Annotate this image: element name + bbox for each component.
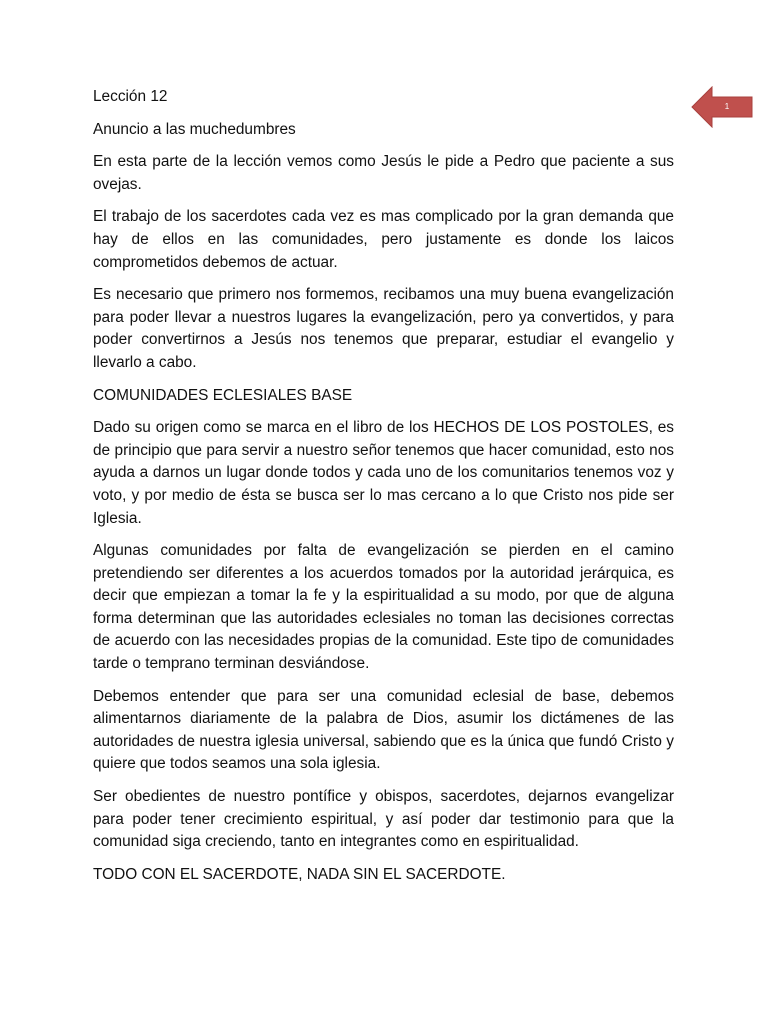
paragraph: Debemos entender que para ser una comunidad eclesial de base, debemos alimentarnos diariamente de la palabra de Dios, asumir los dictámenes de las autoridades de nuestra iglesia universal, sabiendo que es la única que fundó Cristo y quiere que todos seamos una sola iglesia. <box>93 687 674 773</box>
page-number-marker[interactable] <box>691 86 753 128</box>
closing-statement: TODO CON EL SACERDOTE, NADA SIN EL SACERDOTE. <box>93 865 506 883</box>
paragraph: Ser obedientes de nuestro pontífice y obispos, sacerdotes, dejarnos evangelizar para poder tener crecimiento espiritual, y así poder dar testimonio para que la comunidad siga creciendo, tanto en integrantes como en espiritualidad. <box>93 788 674 851</box>
page-number: 1 <box>724 102 730 111</box>
paragraph: Dado su origen como se marca en el libro de los HECHOS DE LOS POSTOLES, es de principio que para servir a nuestro señor tenemos que hacer comunidad, esto nos ayuda a darnos un lugar donde todos y cada uno de los comunitarios tenemos voz y voto, y por medio de ésta se busca ser lo mas cercano a lo que Cristo nos pide ser Iglesia. <box>93 419 674 527</box>
paragraph: El trabajo de los sacerdotes cada vez es mas complicado por la gran demanda que hay de ellos en las comunidades, pero justamente es donde los laicos comprometidos debemos de actuar. <box>93 208 674 271</box>
paragraph: En esta parte de la lección vemos como Jesús le pide a Pedro que paciente a sus ovejas. <box>93 153 674 193</box>
paragraph: Algunas comunidades por falta de evangelización se pierden en el camino pretendiendo ser diferentes a los acuerdos tomados por la autoridad jerárquica, es decir que empiezan a tomar la fe y la espiritualidad a su modo, por que de alguna forma determinan que las autoridades eclesiales no toman las decisiones correctas de acuerdo con las necesidades propias de la comunidad. Este tipo de comunidades tarde o temprano terminan desviándose. <box>93 542 674 673</box>
lesson-title: Lección 12 <box>93 88 168 105</box>
paragraph: Es necesario que primero nos formemos, recibamos una muy buena evangelización para poder llevar a nuestros lugares la evangelización, pero ya convertidos, y para poder convertirnos a Jesús nos tenemos que preparar, estudiar el evangelio y llevarlo a cabo. <box>93 286 674 371</box>
lesson-subtitle: Anuncio a las muchedumbres <box>93 120 296 138</box>
document-body <box>93 86 674 896</box>
section-heading: COMUNIDADES ECLESIALES BASE <box>93 386 353 404</box>
